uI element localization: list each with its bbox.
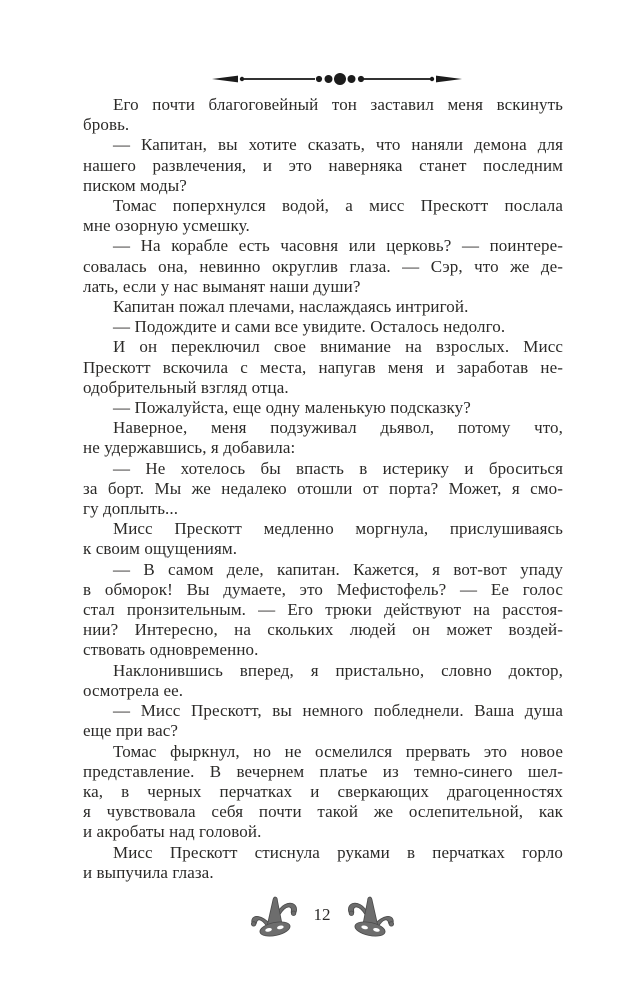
text-line: одобрительный взгляд отца.: [83, 377, 289, 397]
text-line: еще при вас?: [83, 721, 179, 741]
divider-ornament-icon: [212, 71, 462, 87]
text-line: — Пожалуйста, еще одну маленькую подсказку?: [113, 398, 471, 418]
text-line: Наверное, меня подзуживал дьявол, потому что,: [113, 418, 563, 438]
jester-hat-right-icon: [344, 891, 396, 941]
text-line: — На корабле есть часовня или церковь? — поинтере-: [113, 236, 563, 256]
text-line: И он переключил свое внимание на взрослых. Мисс: [113, 337, 563, 357]
text-line: Наклонившись вперед, я пристально, словно доктор,: [113, 660, 563, 680]
text-line: представление. В вечернем платье из темно-синего шел-: [83, 761, 563, 781]
text-line: ствовать одновременно.: [83, 640, 259, 660]
text-line: Мисс Прескотт медленно моргнула, прислушиваясь: [113, 519, 563, 539]
text-line: осмотрела ее.: [83, 680, 184, 700]
text-line: к своим ощущениям.: [83, 539, 238, 559]
jester-hat-left-icon: [249, 891, 301, 941]
page-number: 12: [313, 904, 331, 924]
text-line: и выпучила глаза.: [83, 862, 214, 882]
text-line: — В самом деле, капитан. Кажется, я вот-вот упаду: [113, 559, 563, 579]
text-line: совалась она, невинно округлив глаза. — Сэр, что же де-: [83, 256, 563, 276]
text-line: писком моды?: [83, 175, 187, 195]
text-line: за борт. Мы же недалеко отошли от порта? Может, я смо-: [83, 478, 563, 498]
page-footer: [0, 891, 644, 941]
text-line: Томас фыркнул, но не осмелился прервать это новое: [113, 741, 563, 761]
text-line: гу доплыть...: [83, 499, 179, 519]
text-line: я чувствовала себя почти такой же ослепительной, как: [83, 802, 563, 822]
text-line: Томас поперхнулся водой, а мисс Прескотт послала: [113, 196, 563, 216]
text-line: — Мисс Прескотт, вы немного побледнели. Ваша душа: [113, 701, 563, 721]
text-line: — Подождите и сами все увидите. Осталось недолго.: [113, 317, 506, 337]
text-line: бровь.: [83, 115, 130, 135]
text-line: нашего развлечения, и это наверняка станет последним: [83, 155, 563, 175]
text-line: стал пронзительным. — Его трюки действуют на расстоя-: [83, 600, 563, 620]
text-line: Прескотт вскочила с места, напугав меня и заработав не-: [83, 357, 563, 377]
text-line: лать, если у нас выманят наши души?: [83, 276, 361, 296]
text-line: Его почти благоговейный тон заставил меня вскинуть: [113, 95, 563, 114]
text-line: ка, в черных перчатках и сверкающих драгоценностях: [83, 781, 563, 801]
text-line: и акробаты над головой.: [83, 822, 262, 842]
text-line: — Не хотелось бы впасть в истерику и броситься: [113, 458, 563, 478]
text-line: в обморок! Вы думаете, это Мефистофель? — Ее голос: [83, 579, 563, 599]
text-line: Капитан пожал плечами, наслаждаясь интригой.: [113, 297, 469, 317]
page-text: [83, 95, 563, 883]
text-line: Мисс Прескотт стиснула руками в перчатках горло: [113, 842, 563, 862]
text-line: нии? Интересно, на скольких людей он может воздей-: [83, 620, 563, 640]
text-line: не удержавшись, я добавила:: [83, 438, 296, 458]
text-line: мне озорную усмешку.: [83, 216, 250, 236]
text-line: — Капитан, вы хотите сказать, что наняли демона для: [113, 135, 563, 155]
